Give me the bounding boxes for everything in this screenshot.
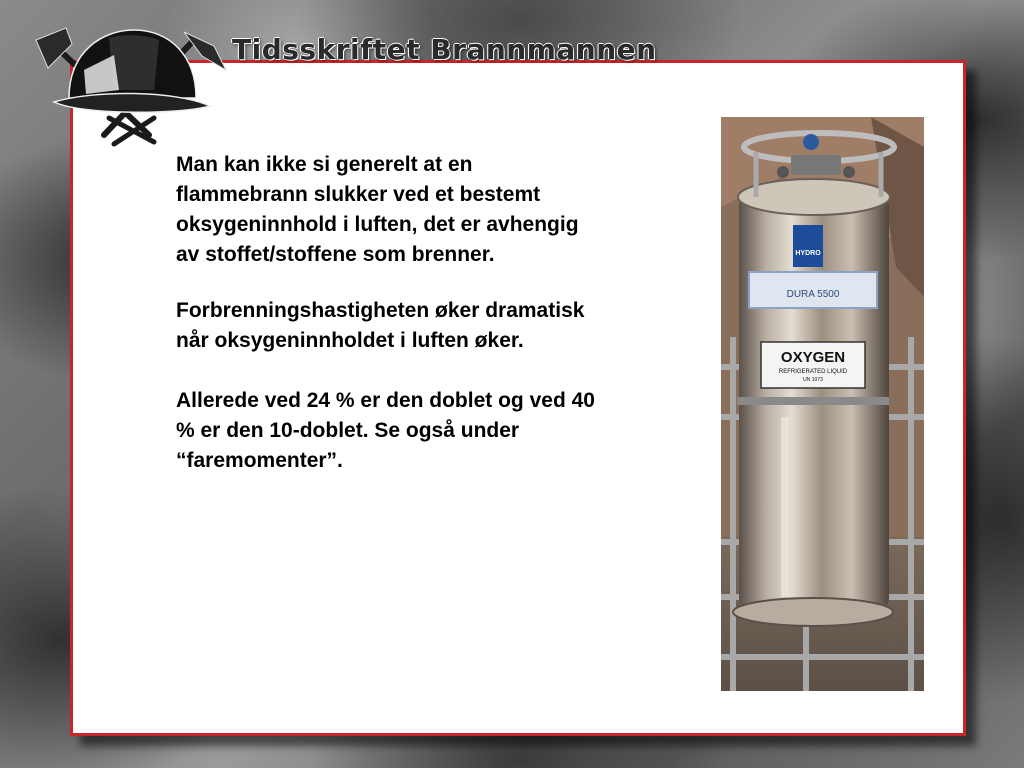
paragraph-2: Forbrenningshastigheten øker dramatisk når oksygeninnholdet i luften øker.: [176, 299, 585, 352]
model-label: DURA 5500: [786, 289, 840, 300]
brand-label: HYDRO: [795, 250, 821, 257]
header-title: Tidsskriftet Brannmannen: [232, 33, 657, 66]
paragraph-3: Allerede ved 24 % er den doblet og ved 40 % er den 10-doblet. Se også under “faremomenter”.: [176, 389, 595, 472]
oxygen-tank-photo: [721, 117, 924, 691]
refrigerated-label: REFRIGERATED LIQUID: [778, 369, 848, 375]
helmet-logo-icon: [14, 10, 244, 150]
oxygen-label: OXYGEN: [780, 349, 846, 366]
slide-body-text: [176, 150, 696, 476]
un-number-label: UN 1073: [803, 377, 823, 383]
paragraph-1: Man kan ikke si generelt at en flammebrann slukker ved et bestemt oksygeninnhold i luften, det er avhengig av stoffet/stoffene som brenner.: [176, 153, 579, 266]
